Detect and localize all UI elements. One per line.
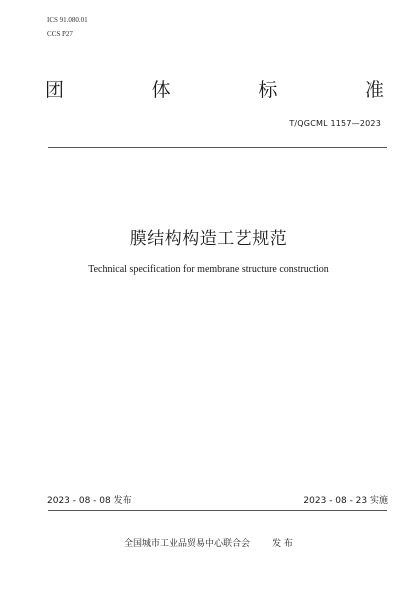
document-title-chinese: 膜结构构造工艺规范 bbox=[129, 229, 288, 249]
publisher-name: 全国城市工业品贸易中心联合会 bbox=[124, 539, 251, 549]
standard-type-char: 准 bbox=[364, 79, 384, 101]
standard-type-char: 体 bbox=[151, 79, 171, 101]
publish-action: 发 布 bbox=[272, 539, 293, 549]
bottom-divider bbox=[48, 510, 387, 511]
publisher-line bbox=[0, 538, 417, 550]
standard-type-heading bbox=[45, 78, 384, 102]
standard-code: T/QGCML 1157—2023 bbox=[289, 119, 381, 128]
standard-type-char: 标 bbox=[258, 79, 278, 101]
top-divider bbox=[48, 147, 387, 148]
ics-code: ICS 91.080.01 bbox=[47, 16, 88, 24]
standard-type-char: 团 bbox=[45, 79, 65, 101]
implementation-date: 2023 - 08 - 23 实施 bbox=[303, 496, 388, 506]
document-title-english: Technical specification for membrane structure construction bbox=[88, 264, 329, 275]
issue-date: 2023 - 08 - 08 发布 bbox=[47, 496, 132, 506]
ccs-code: CCS P27 bbox=[47, 30, 73, 38]
